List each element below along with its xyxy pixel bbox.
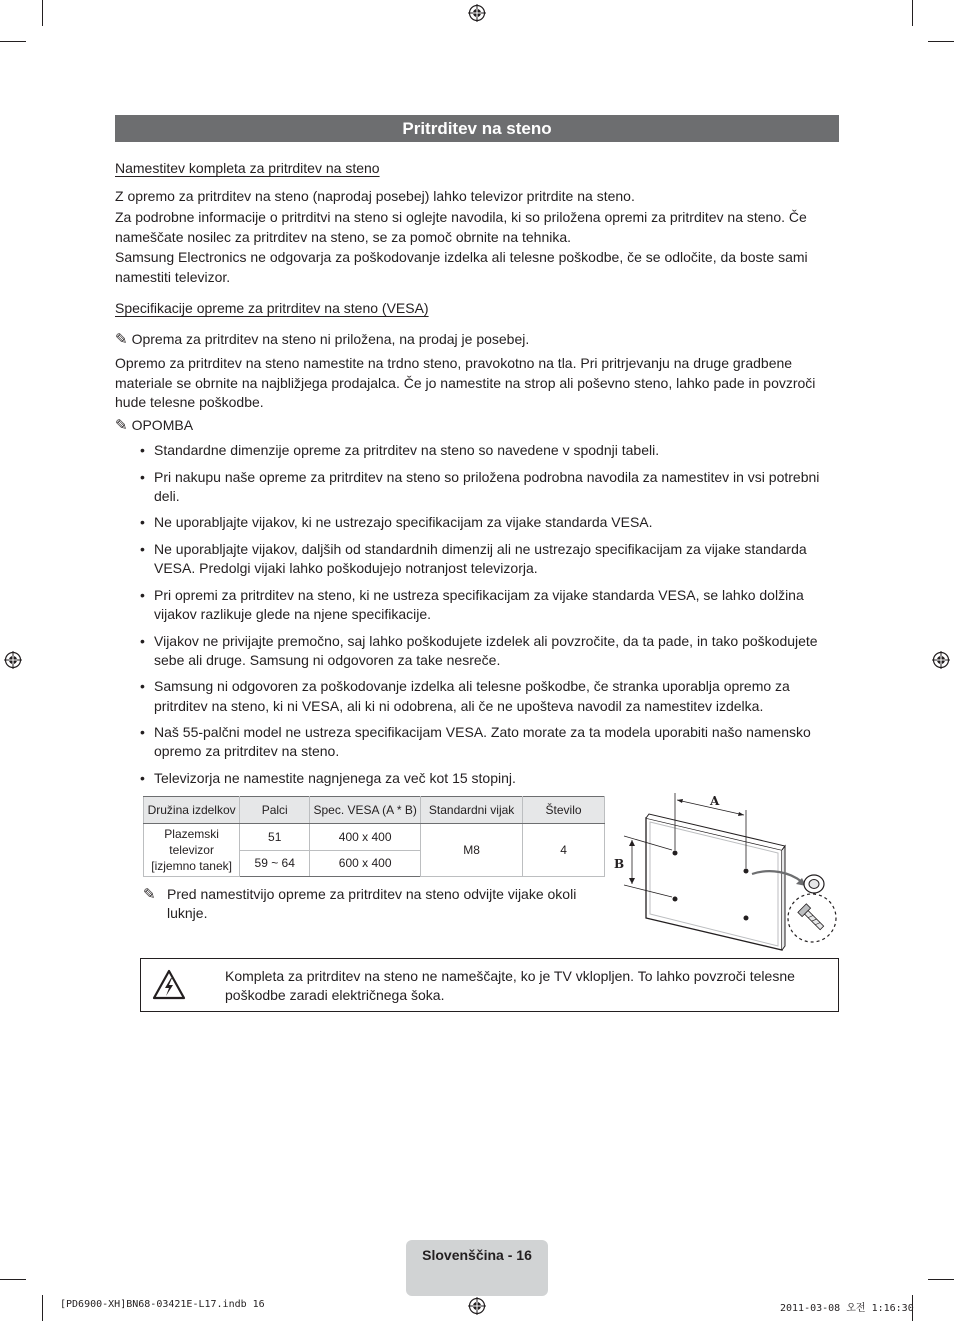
- crop-mark: [0, 41, 26, 42]
- tv-side-edge: [782, 846, 785, 950]
- registration-mark-icon: [468, 4, 486, 22]
- warning-text: Kompleta za pritrditev na steno ne nameščajte, ko je TV vklopljen. To lahko povzroči telesne poškodbe zaradi električnega šoka.: [225, 968, 795, 1003]
- arrowhead: [629, 878, 635, 884]
- arrowhead: [677, 799, 683, 803]
- list-item: • Ne uporabljajte vijakov, daljših od standardnih dimenzij ali ne ustrezajo specifikacijam za vijake standarda VESA. Predolgi vijaki lahko poškodujejo notranjost televizorja.: [140, 540, 807, 577]
- pencil-note-icon: ✎: [115, 417, 128, 434]
- column-header: Standardni vijak: [421, 797, 523, 824]
- crop-mark: [0, 1279, 26, 1280]
- column-header: Število: [523, 797, 605, 824]
- print-slug-left: [PD6900-XH]BN68-03421E-L17.indb 16: [60, 1299, 265, 1310]
- warning-box: [140, 958, 839, 1012]
- opomba-label: OPOMBA: [131, 417, 194, 433]
- pencil-note-icon: ✎: [115, 331, 128, 348]
- crop-mark: [912, 0, 913, 26]
- mount-hole: [744, 869, 749, 874]
- mount-hole: [673, 897, 678, 902]
- pencil-note-icon: ✎: [143, 886, 156, 903]
- registration-mark-icon: [932, 651, 950, 669]
- column-header: Spec. VESA (A * B): [310, 797, 421, 824]
- product-family-cell: Plazemski televizor [izjemno tanek]: [144, 824, 240, 877]
- opomba-label-row: [115, 416, 193, 435]
- crop-mark: [42, 1295, 43, 1321]
- screw-hole-inner: [809, 880, 819, 889]
- vesa-spec-table: [143, 796, 605, 877]
- crop-mark: [928, 41, 954, 42]
- dimension-label-b: B: [614, 857, 625, 871]
- remove-screws-note: [143, 885, 603, 923]
- warning-shock-icon: [152, 969, 186, 1001]
- install-paragraph-1: Z opremo za pritrditev na steno (naprodaj posebej) lahko televizor pritrdite na steno.: [115, 188, 635, 204]
- remove-screws-note-text: Pred namestitvijo opreme za pritrditev na steno odvijte vijake okoli luknje.: [167, 886, 577, 921]
- table-header-row: [144, 797, 605, 824]
- print-slug-right: 2011-03-08 오전 1:16:30: [780, 1303, 914, 1314]
- screw-cell: M8: [421, 824, 523, 877]
- arrowhead: [629, 840, 635, 846]
- page-number-label: Slovenščina - 16: [422, 1247, 532, 1263]
- list-item: • Vijakov ne privijajte premočno, saj lahko poškodujete izdelek ali povzročite, da ta pade, in tako poškodujete sebe ali druge. Samsung ni odgovoren za take nesreče.: [140, 632, 818, 668]
- count-cell: 4: [523, 824, 605, 877]
- vesa-heading: Specifikacije opreme za pritrditev na steno (VESA): [115, 300, 429, 316]
- column-header: Palci: [240, 797, 310, 824]
- install-paragraph-2: Za podrobne informacije o pritrditvi na steno si oglejte navodila, ki so priložena opremi za pritrditev na steno. Če nameščate nosilec za pritrditev na steno, se za pomoč obrnite na tehnika.: [115, 209, 807, 245]
- crop-mark: [42, 0, 43, 26]
- list-item: • Pri nakupu naše opreme za pritrditev na steno so priložena podrobna navodila za namestitev in vsi potrebni deli.: [140, 468, 820, 504]
- list-item: • Ne uporabljajte vijakov, ki ne ustrezajo specifikacijam za vijake standarda VESA.: [140, 514, 653, 531]
- list-item: • Televizorja ne namestite nagnjenega za več kot 15 stopinj.: [140, 769, 516, 786]
- list-item: • Pri opremi za pritrditev na steno, ki ne ustreza specifikacijam za vijake standarda VESA, se lahko dolžina vijakov razlikuje glede na njene specifikacije.: [140, 586, 804, 622]
- registration-mark-icon: [468, 1297, 486, 1315]
- mount-hole: [744, 916, 749, 921]
- table-row: [144, 824, 605, 851]
- note-bullet-list: [140, 441, 840, 796]
- section-title: Pritrditev na steno: [115, 115, 839, 142]
- crop-mark: [928, 1279, 954, 1280]
- install-heading: Namestitev kompleta za pritrditev na steno: [115, 160, 380, 176]
- inches-cell: 59 ~ 64: [240, 850, 310, 877]
- inches-cell: 51: [240, 824, 310, 851]
- column-header: Družina izdelkov: [144, 797, 240, 824]
- install-paragraph-3: Samsung Electronics ne odgovarja za poškodovanje izdelka ali telesne poškodbe, če se odločite, da boste sami namestiti televizor.: [115, 249, 808, 285]
- list-item: • Standardne dimenzije opreme za pritrditev na steno so navedene v spodnji tabeli.: [140, 442, 660, 458]
- vesa-paragraph: Opremo za pritrditev na steno namestite na trdno steno, pravokotno na tla. Pri pritrjevanju na druge gradbene materiale se obrnite na najbližjega prodajalca. Če jo namestite na strop ali poševno steno, lahko pade in povzroči hude telesne poškodbe.: [115, 355, 816, 410]
- arrowhead: [738, 812, 744, 816]
- list-item: • Samsung ni odgovoren za poškodovanje izdelka ali telesne poškodbe, če stranka uporablja opremo za pritrditev na steno, ki ni VESA, ali ki ni odobrena, ali če ne upošteva navodil za namestitev izdelka.: [140, 678, 790, 714]
- wall-mount-diagram: [610, 788, 844, 954]
- mount-hole: [673, 851, 678, 856]
- registration-mark-icon: [4, 651, 22, 669]
- vesa-note: [115, 330, 529, 349]
- list-item: • Naš 55-palčni model ne ustreza specifikacijam VESA. Zato morate za ta modela uporabiti našo namensko opremo za pritrditev na steno.: [140, 724, 811, 760]
- dimension-label-a: A: [710, 794, 720, 808]
- vesa-cell: 600 x 400: [310, 850, 421, 877]
- vesa-note-text: Oprema za pritrditev na steno ni priložena, na prodaj je posebej.: [131, 331, 530, 347]
- vesa-cell: 400 x 400: [310, 824, 421, 851]
